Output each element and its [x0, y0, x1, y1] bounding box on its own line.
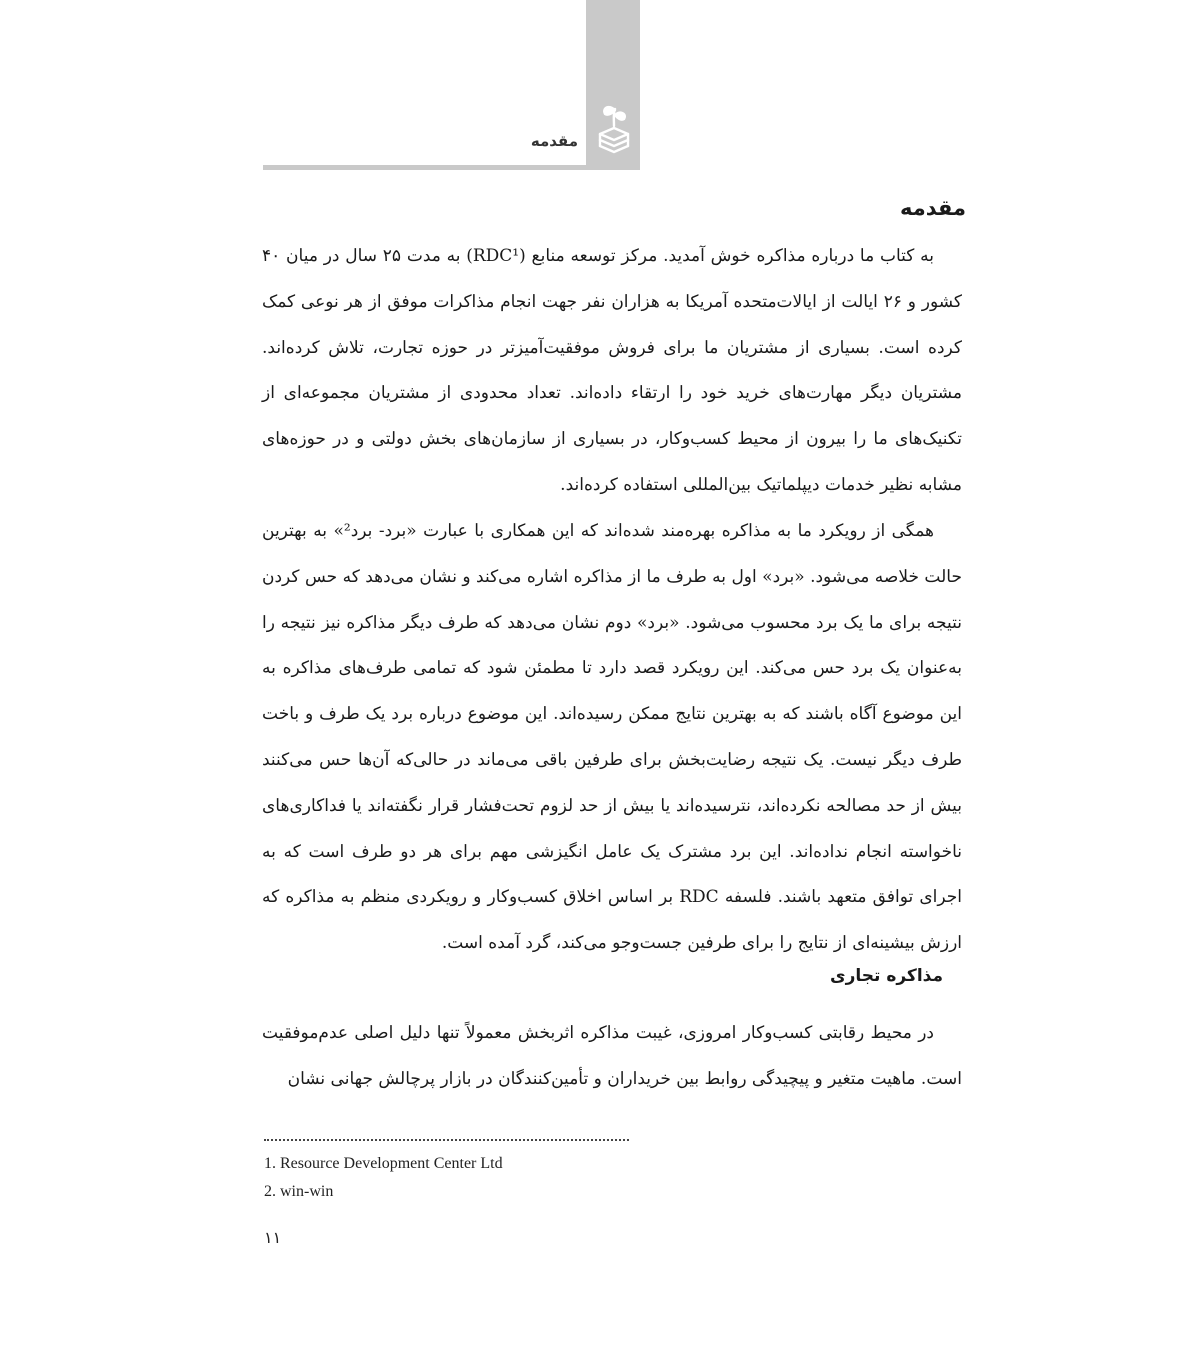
section-title: مقدمه	[900, 196, 966, 220]
page-number: ۱۱	[264, 1228, 282, 1247]
body-paragraph-3: در محیط رقابتی کسب‌وکار امروزی، غیبت مذاکره اثربخش معمولاً تنها دلیل اصلی عدم‌موفقیت است. ماهیت متغیر و پیچیدگی روابط بین خریداران و تأمین‌کنندگان در بازار پرچالش جهانی نشان	[262, 1023, 962, 1089]
footnote-1: 1. Resource Development Center Ltd	[264, 1155, 503, 1172]
book-stack-with-plant-icon	[594, 102, 634, 164]
body-paragraph-1: به کتاب ما درباره مذاکره خوش آمدید. مرکز توسعه منابع (RDC¹) به مدت ۲۵ سال در میان ۴۰ کشور و ۲۶ ایالت از ایالات‌متحده آمریکا به هزاران نفر جهت انجام مذاکرات موفق از هر نوعی کمک کرده است. بسیاری از مشتریان ما برای فروش موفقیت‌آمیزتر در حوزه تجارت، تلاش کرده‌اند. مشتریان دیگر مهارت‌های خرید خود را ارتقاء داده‌اند. تعداد محدودی از مشتریان مجموعه‌ای از تکنیک‌های ما را بیرون از محیط کسب‌وکار، در بسیاری از سازمان‌های بخش دولتی و در حوزه‌های مشابه نظیر خدمات دیپلماتیک بین‌المللی استفاده کرده‌اند.	[262, 246, 962, 495]
footnote-divider	[264, 1139, 629, 1141]
header-rule	[263, 165, 640, 170]
running-title: مقدمه	[530, 132, 578, 150]
body-paragraph-2: همگی از رویکرد ما به مذاکره بهره‌مند شده‌اند که این همکاری با عبارت «برد- برد²» به بهترین حالت خلاصه می‌شود. «برد» اول به طرف ما از مذاکره اشاره می‌کند و نشان می‌دهد که حس کردن نتیجه برای ما یک برد محسوب می‌شود. «برد» دوم نشان می‌دهد که طرف دیگر مذاکره نیز نتیجه را به‌عنوان یک برد حس می‌کند. این رویکرد قصد دارد تا مطمئن شود که تمامی طرف‌های مذاکره به این موضوع آگاه باشند که به بهترین نتایج ممکن رسیده‌اند. این موضوع درباره برد یک طرف و باخت طرف دیگر نیست. یک نتیجه رضایت‌بخش برای طرفین باقی می‌ماند در حالی‌که آن‌ها حس می‌کنند بیش از حد مصالحه نکرده‌اند، نترسیده‌اند یا بیش از حد لزوم تحت‌فشار قرار نگفته‌اند یا فداکاری‌های ناخواسته انجام نداده‌اند. این برد مشترک یک عامل انگیزشی مهم برای هر دو طرف است که به اجرای توافق متعهد باشند. فلسفه RDC بر اساس اخلاق کسب‌وکار و رویکردی منظم به مذاکره که ارزش بیشینه‌ای از نتایج را برای طرفین جست‌وجو می‌کند، گرد آمده است.	[262, 521, 962, 954]
subsection-title: مذاکره تجاری	[830, 966, 943, 986]
footnote-2: 2. win-win	[264, 1183, 334, 1200]
